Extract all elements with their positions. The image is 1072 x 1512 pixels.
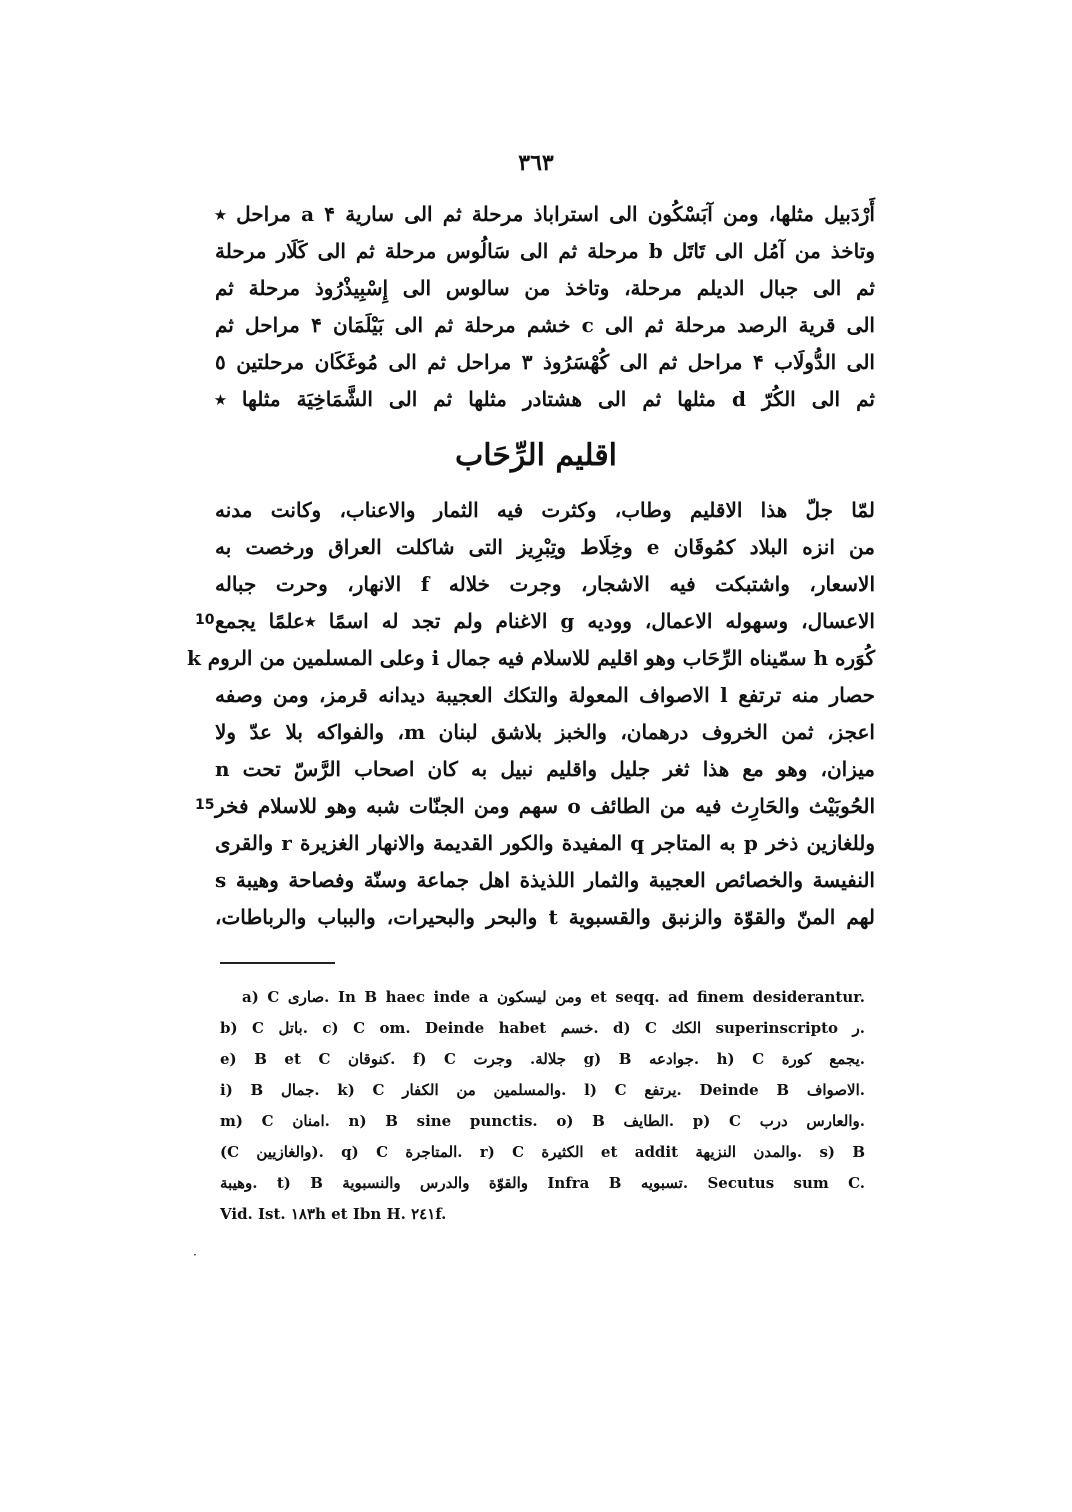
text-line: اعجز، ثمن الخروف درهمان، والخبز بلاشق لبنان m، والفواكه بلا عدّ ولا (215, 720, 875, 744)
text-line: حصار منه ترتفع l الاصواف المعولة والتكك العجيبة ديدانه قرمز، ومن وصفه (215, 683, 876, 707)
footnote-line: e) B et C كنوقان. f) C جلالة. وجرت g) B جوادعه. h) C يجمع كورة. (220, 1050, 865, 1068)
footnote-line: a) C صارى. In B haec inde a ومن ليسكون et seqq. ad finem desiderantur. (242, 988, 865, 1006)
text-line: لهم المنّ والقوّة والزنبق والقسبوية t والبحر والبحيرات، والبباب والرباطات، (215, 905, 875, 929)
intro-text (215, 196, 875, 418)
text-line: كُوَره h سمّيناه الرِّحَاب وهو اقليم للاسلام فيه جمال i وعلى المسلمين من الروم k (186, 646, 875, 670)
text-line: الاسعار، واشتبكت فيه الاشجار، وجرت خلاله f الانهار، وحرت جباله (215, 572, 875, 596)
footnote-rule (220, 962, 335, 964)
text-line: لمّا جلّ هذا الاقليم وطاب، وكثرت فيه الثمار والاعناب، وكانت مدنه (215, 498, 875, 522)
line-number: 15 (195, 797, 215, 813)
text-line: وللغازين ذخر p به المتاجر q المفيدة والكور القديمة والانهار الغزيرة r والقرى (215, 831, 876, 855)
text-line: وتاخذ من آمُل الى تَاتَل b مرحلة ثم الى سَالُوس مرحلة ثم الى كَلَار مرحلة (215, 239, 875, 263)
footnote-line: Vid. Ist. ١٨٣h et Ibn H. ٢٤١f. (220, 1205, 447, 1223)
text-line: النفيسة والخصائص العجيبة والثمار اللذيذة اهل جماعة وسنّة وفصاحة وهيبة s (215, 868, 875, 892)
line-number: 10 (195, 612, 215, 628)
text-line: الاعسال، وسهوله الاعمال، ووديه g الاغنام ولم تجد له اسمًا ٭علمًا يجمع (215, 609, 875, 633)
footnote-line: وهيبة. t) B والقوّة والدرس والنسبوية Infra B تسبويه. Secutus sum C. (220, 1174, 866, 1192)
footnote-line: i) B جمال. k) C والمسلمين من الكفار. l) C يرتفع. Deinde B الاصواف. (220, 1081, 865, 1099)
text-line: ثم الى جبال الديلم مرحلة، وتاخذ من سالوس الى إِسْبِيذْرُوذ مرحلة ثم (215, 276, 875, 300)
page-number: ٣٦٣ (518, 150, 554, 176)
section-title: اقليم الرِّحَاب (454, 438, 618, 473)
footnote-line: m) C امنان. n) B sine punctis. o) B الطايف. p) C والعارس درب. (220, 1112, 866, 1130)
text-line: الى قرية الرصد مرحلة ثم الى c خشم مرحلة ثم الى بَيْلَمَان ۴ مراحل ثم (215, 313, 875, 337)
text-line: من انزه البلاد كمُوقَان e وخِلَاط وتِبْرِيز التى شاكلت العراق ورخصت به (215, 535, 875, 559)
text-line: الى الدُّولَاب ۴ مراحل ثم الى كُهْسَرُوذ ۳ مراحل ثم الى مُوغَكَان مرحلتين ٥ (215, 350, 875, 374)
margin-mark: · (193, 1248, 197, 1262)
footnotes (220, 982, 865, 1230)
text-line: الحُوبَيْث والحَارِث فيه من الطائف o سهم ومن الجنّات شبه وهو للاسلام فخر (215, 794, 875, 818)
text-line: ثم الى الكُرّ d مثلها ثم الى هشتادر مثلها ثم الى الشَّمَاخِيَة مثلها ٭ (215, 387, 875, 411)
footnote-line: (C والغازيين). q) C المتاجرة. r) C الكثيرة et addit والمدن النزيهة. s) B (220, 1143, 866, 1161)
footnote-line: b) C باتل. c) C om. Deinde habet خسم. d) C الكك superinscripto ر. (220, 1019, 866, 1037)
text-line: ميزان، وهو مع هذا ثغر جليل واقليم نبيل به كان اصحاب الرَّسّ تحت n (215, 757, 875, 781)
text-line: أَرْدَبيل مثلها، ومن آبَسْكُون الى استراباذ مرحلة ثم الى سارية a ۴ مراحل ٭ (215, 202, 875, 226)
